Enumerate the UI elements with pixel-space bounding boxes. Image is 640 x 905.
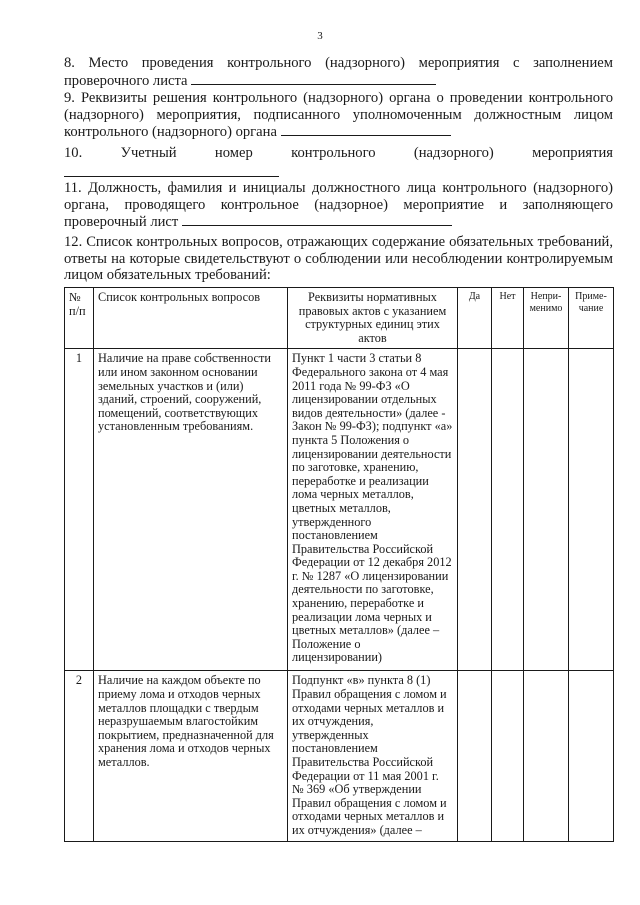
header-questions: Список контрольных вопросов bbox=[94, 288, 288, 349]
item-10-word: мероприятия bbox=[532, 145, 613, 161]
item-8-text: 8. Место проведения контрольного (надзорного) мероприятия с заполнением проверочного листа bbox=[64, 55, 613, 89]
page-number: 3 bbox=[317, 30, 323, 42]
header-not-applicable: Непри-менимо bbox=[524, 288, 569, 349]
item-9-blank-line bbox=[281, 123, 451, 136]
row-question: Наличие на праве собственности или ином законном основании земельных участков и (или) зданий, строений, сооружений, помещений, соответствующих установленным требованиям. bbox=[94, 349, 288, 671]
item-10-word: 10. bbox=[64, 145, 83, 161]
row-requisites: Подпункт «в» пункта 8 (1) Правил обращения с ломом и отходами черных металлов и их отчуждения, утвержденных постановлением Правительства Российской Федерации от 11 мая 2001 г. № 369 «Об утверждении Правил обращения с ломом и отходами черных металлов и их отчуждения» (далее – bbox=[288, 671, 458, 841]
control-questions-table bbox=[64, 287, 614, 842]
item-8-blank-line bbox=[191, 72, 436, 85]
cell-note[interactable] bbox=[569, 671, 614, 841]
item-11-text: 11. Должность, фамилия и инициалы должностного лица контрольного (надзорного) органа, проводящего контрольное (надзорное) мероприятие и заполняющего проверочный лист bbox=[64, 180, 613, 231]
table-header-row bbox=[65, 288, 614, 349]
cell-not-applicable[interactable] bbox=[524, 671, 569, 841]
item-9-text: 9. Реквизиты решения контрольного (надзорного) органа о проведении контрольного (надзорного) мероприятия, подписанного уполномоченным должностным лицом контрольного (надзорного) органа bbox=[64, 90, 613, 141]
item-12 bbox=[64, 234, 613, 284]
header-yes: Да bbox=[458, 288, 492, 349]
item-10 bbox=[64, 145, 613, 181]
row-number: 1 bbox=[65, 349, 94, 671]
header-num: № п/п bbox=[65, 288, 94, 349]
item-10-blank-line bbox=[64, 164, 279, 177]
header-requisites: Реквизиты нормативных правовых актов с указанием структурных единиц этих актов bbox=[288, 288, 458, 349]
header-note: Приме-чание bbox=[569, 288, 614, 349]
cell-not-applicable[interactable] bbox=[524, 349, 569, 671]
row-number: 2 bbox=[65, 671, 94, 841]
table-row bbox=[65, 671, 614, 841]
cell-yes[interactable] bbox=[458, 349, 492, 671]
header-no: Нет bbox=[492, 288, 524, 349]
row-question: Наличие на каждом объекте по приему лома и отходов черных металлов площадки с твердым неразрушаемым влагостойким покрытием, предназначенной для хранения лома и отходов черных металлов. bbox=[94, 671, 288, 841]
item-11-blank-line bbox=[182, 213, 452, 226]
cell-yes[interactable] bbox=[458, 671, 492, 841]
cell-no[interactable] bbox=[492, 671, 524, 841]
table-row bbox=[65, 349, 614, 671]
row-requisites: Пункт 1 части 3 статьи 8 Федерального закона от 4 мая 2011 года № 99-ФЗ «О лицензировании отдельных видов деятельности» (далее - Закон № 99-ФЗ); подпункт «а» пункта 5 Положения о лицензировании деятельности по заготовке, хранению, переработке и реализации лома черных металлов, цветных металлов, утвержденного постановлением Правительства Российской Федерации от 12 декабря 2012 г. № 1287 «О лицензировании деятельности по заготовке, хранению, переработке и реализации лома черных и цветных металлов» (далее – Положение о лицензировании) bbox=[288, 349, 458, 671]
item-10-word: Учетный bbox=[120, 145, 177, 161]
cell-no[interactable] bbox=[492, 349, 524, 671]
item-10-word: контрольного bbox=[291, 145, 376, 161]
item-10-word: номер bbox=[214, 145, 253, 161]
item-10-word: (надзорного) bbox=[413, 145, 494, 161]
item-9 bbox=[64, 90, 613, 141]
item-10-words bbox=[64, 145, 613, 162]
cell-note[interactable] bbox=[569, 349, 614, 671]
item-12-text: 12. Список контрольных вопросов, отражающих содержание обязательных требований, ответы на которые свидетельствуют о соблюдении или несоблюдении контролируемым лицом обязательных требований: bbox=[64, 234, 613, 284]
item-8 bbox=[64, 55, 613, 89]
item-11 bbox=[64, 180, 613, 231]
